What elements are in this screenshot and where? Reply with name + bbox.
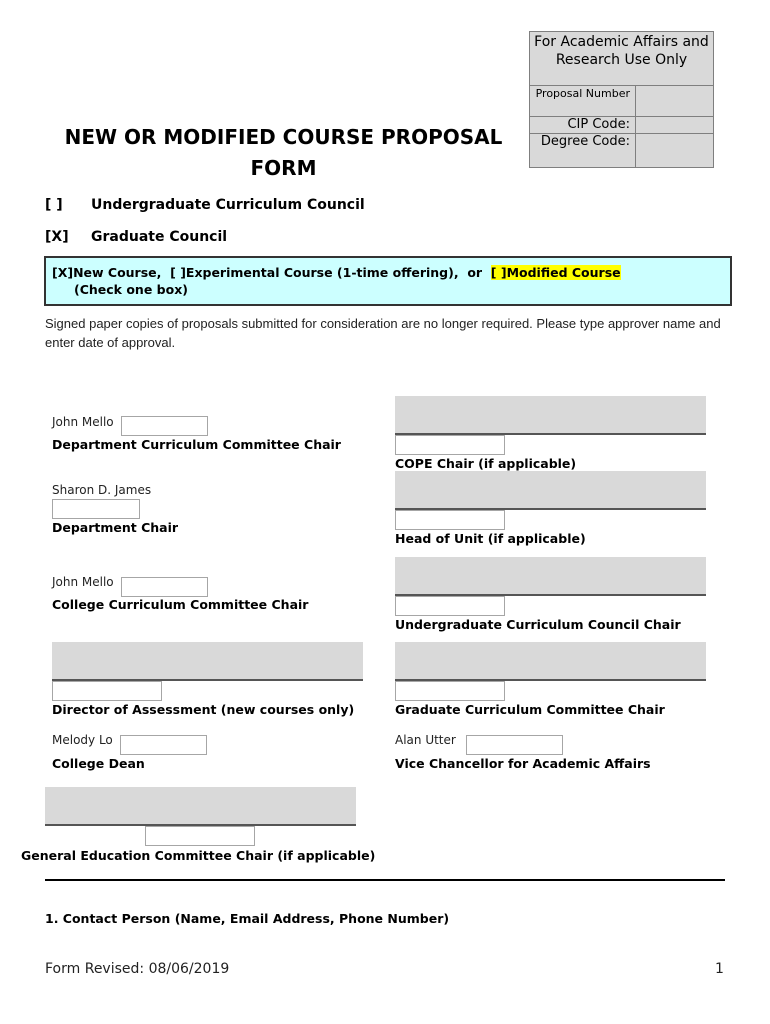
- date-field[interactable]: [395, 510, 505, 530]
- role-label: Graduate Curriculum Committee Chair: [395, 702, 665, 717]
- signature-field[interactable]: [45, 787, 356, 826]
- proposal-number-label: Proposal Number: [530, 86, 636, 116]
- approval-note: Signed paper copies of proposals submitted for consideration are no longer required. Please type approver name and enter date of approval.: [45, 316, 721, 350]
- date-field[interactable]: [52, 499, 140, 519]
- proposal-number-row: [530, 86, 713, 117]
- role-label: Department Curriculum Committee Chair: [52, 437, 341, 452]
- role-label: Director of Assessment (new courses only): [52, 702, 355, 717]
- date-field[interactable]: [120, 735, 207, 755]
- date-field[interactable]: [466, 735, 563, 755]
- signature-field[interactable]: [395, 557, 706, 596]
- council-checkbox[interactable]: [ ]: [45, 197, 63, 213]
- date-field[interactable]: [145, 826, 255, 846]
- or-text: or: [467, 265, 483, 280]
- approver-name: Sharon D. James: [52, 483, 152, 497]
- council-checkbox[interactable]: [X]: [45, 229, 69, 245]
- role-label: General Education Committee Chair (if applicable): [21, 848, 376, 863]
- check-one-instruction: (Check one box): [74, 282, 188, 297]
- form-revised-date: Form Revised: 08/06/2019: [45, 961, 230, 977]
- role-label: College Dean: [52, 756, 145, 771]
- role-label: Undergraduate Curriculum Council Chair: [395, 617, 681, 632]
- admin-box-header: For Academic Affairs and Research Use Only: [530, 32, 713, 86]
- role-label: COPE Chair (if applicable): [395, 456, 577, 471]
- degree-code-row: [530, 134, 713, 167]
- council-undergraduate[interactable]: [45, 197, 365, 213]
- date-field[interactable]: [395, 435, 505, 455]
- course-type-box: [44, 256, 732, 306]
- course-type-options: [52, 264, 730, 281]
- approver-name: John Mello: [52, 415, 114, 429]
- cip-code-label: CIP Code:: [530, 117, 636, 133]
- approver-name: John Mello: [52, 575, 114, 589]
- signature-field[interactable]: [395, 396, 706, 435]
- degree-code-label: Degree Code:: [530, 134, 636, 167]
- role-label: College Curriculum Committee Chair: [52, 597, 309, 612]
- date-field[interactable]: [395, 596, 505, 616]
- date-field[interactable]: [395, 681, 505, 701]
- council-label: Undergraduate Curriculum Council: [91, 197, 365, 213]
- signature-field[interactable]: [52, 642, 363, 681]
- signature-field[interactable]: [395, 471, 706, 510]
- approver-name: Alan Utter: [395, 733, 456, 747]
- experimental-course-option[interactable]: [ ]Experimental Course (1-time offering),: [170, 265, 459, 280]
- page-number: 1: [715, 961, 724, 977]
- modified-course-option[interactable]: [ ]Modified Course: [490, 265, 621, 280]
- council-label: Graduate Council: [91, 229, 228, 245]
- role-label: Head of Unit (if applicable): [395, 531, 586, 546]
- date-field[interactable]: [121, 416, 208, 436]
- proposal-number-field[interactable]: [636, 86, 713, 116]
- form-title: NEW OR MODIFIED COURSE PROPOSAL FORM: [64, 125, 503, 180]
- new-course-option[interactable]: [X]New Course,: [52, 265, 162, 280]
- cip-code-field[interactable]: [636, 117, 713, 133]
- approver-name: Melody Lo: [52, 733, 113, 747]
- date-field[interactable]: [121, 577, 208, 597]
- role-label: Vice Chancellor for Academic Affairs: [395, 756, 651, 771]
- section-divider: [45, 879, 725, 881]
- admin-use-box: [529, 31, 714, 168]
- date-field[interactable]: [52, 681, 162, 701]
- contact-person-heading: 1. Contact Person (Name, Email Address, Phone Number): [45, 911, 450, 926]
- cip-code-row: [530, 117, 713, 134]
- signature-field[interactable]: [395, 642, 706, 681]
- council-graduate[interactable]: [45, 229, 227, 245]
- degree-code-field[interactable]: [636, 134, 713, 167]
- role-label: Department Chair: [52, 520, 179, 535]
